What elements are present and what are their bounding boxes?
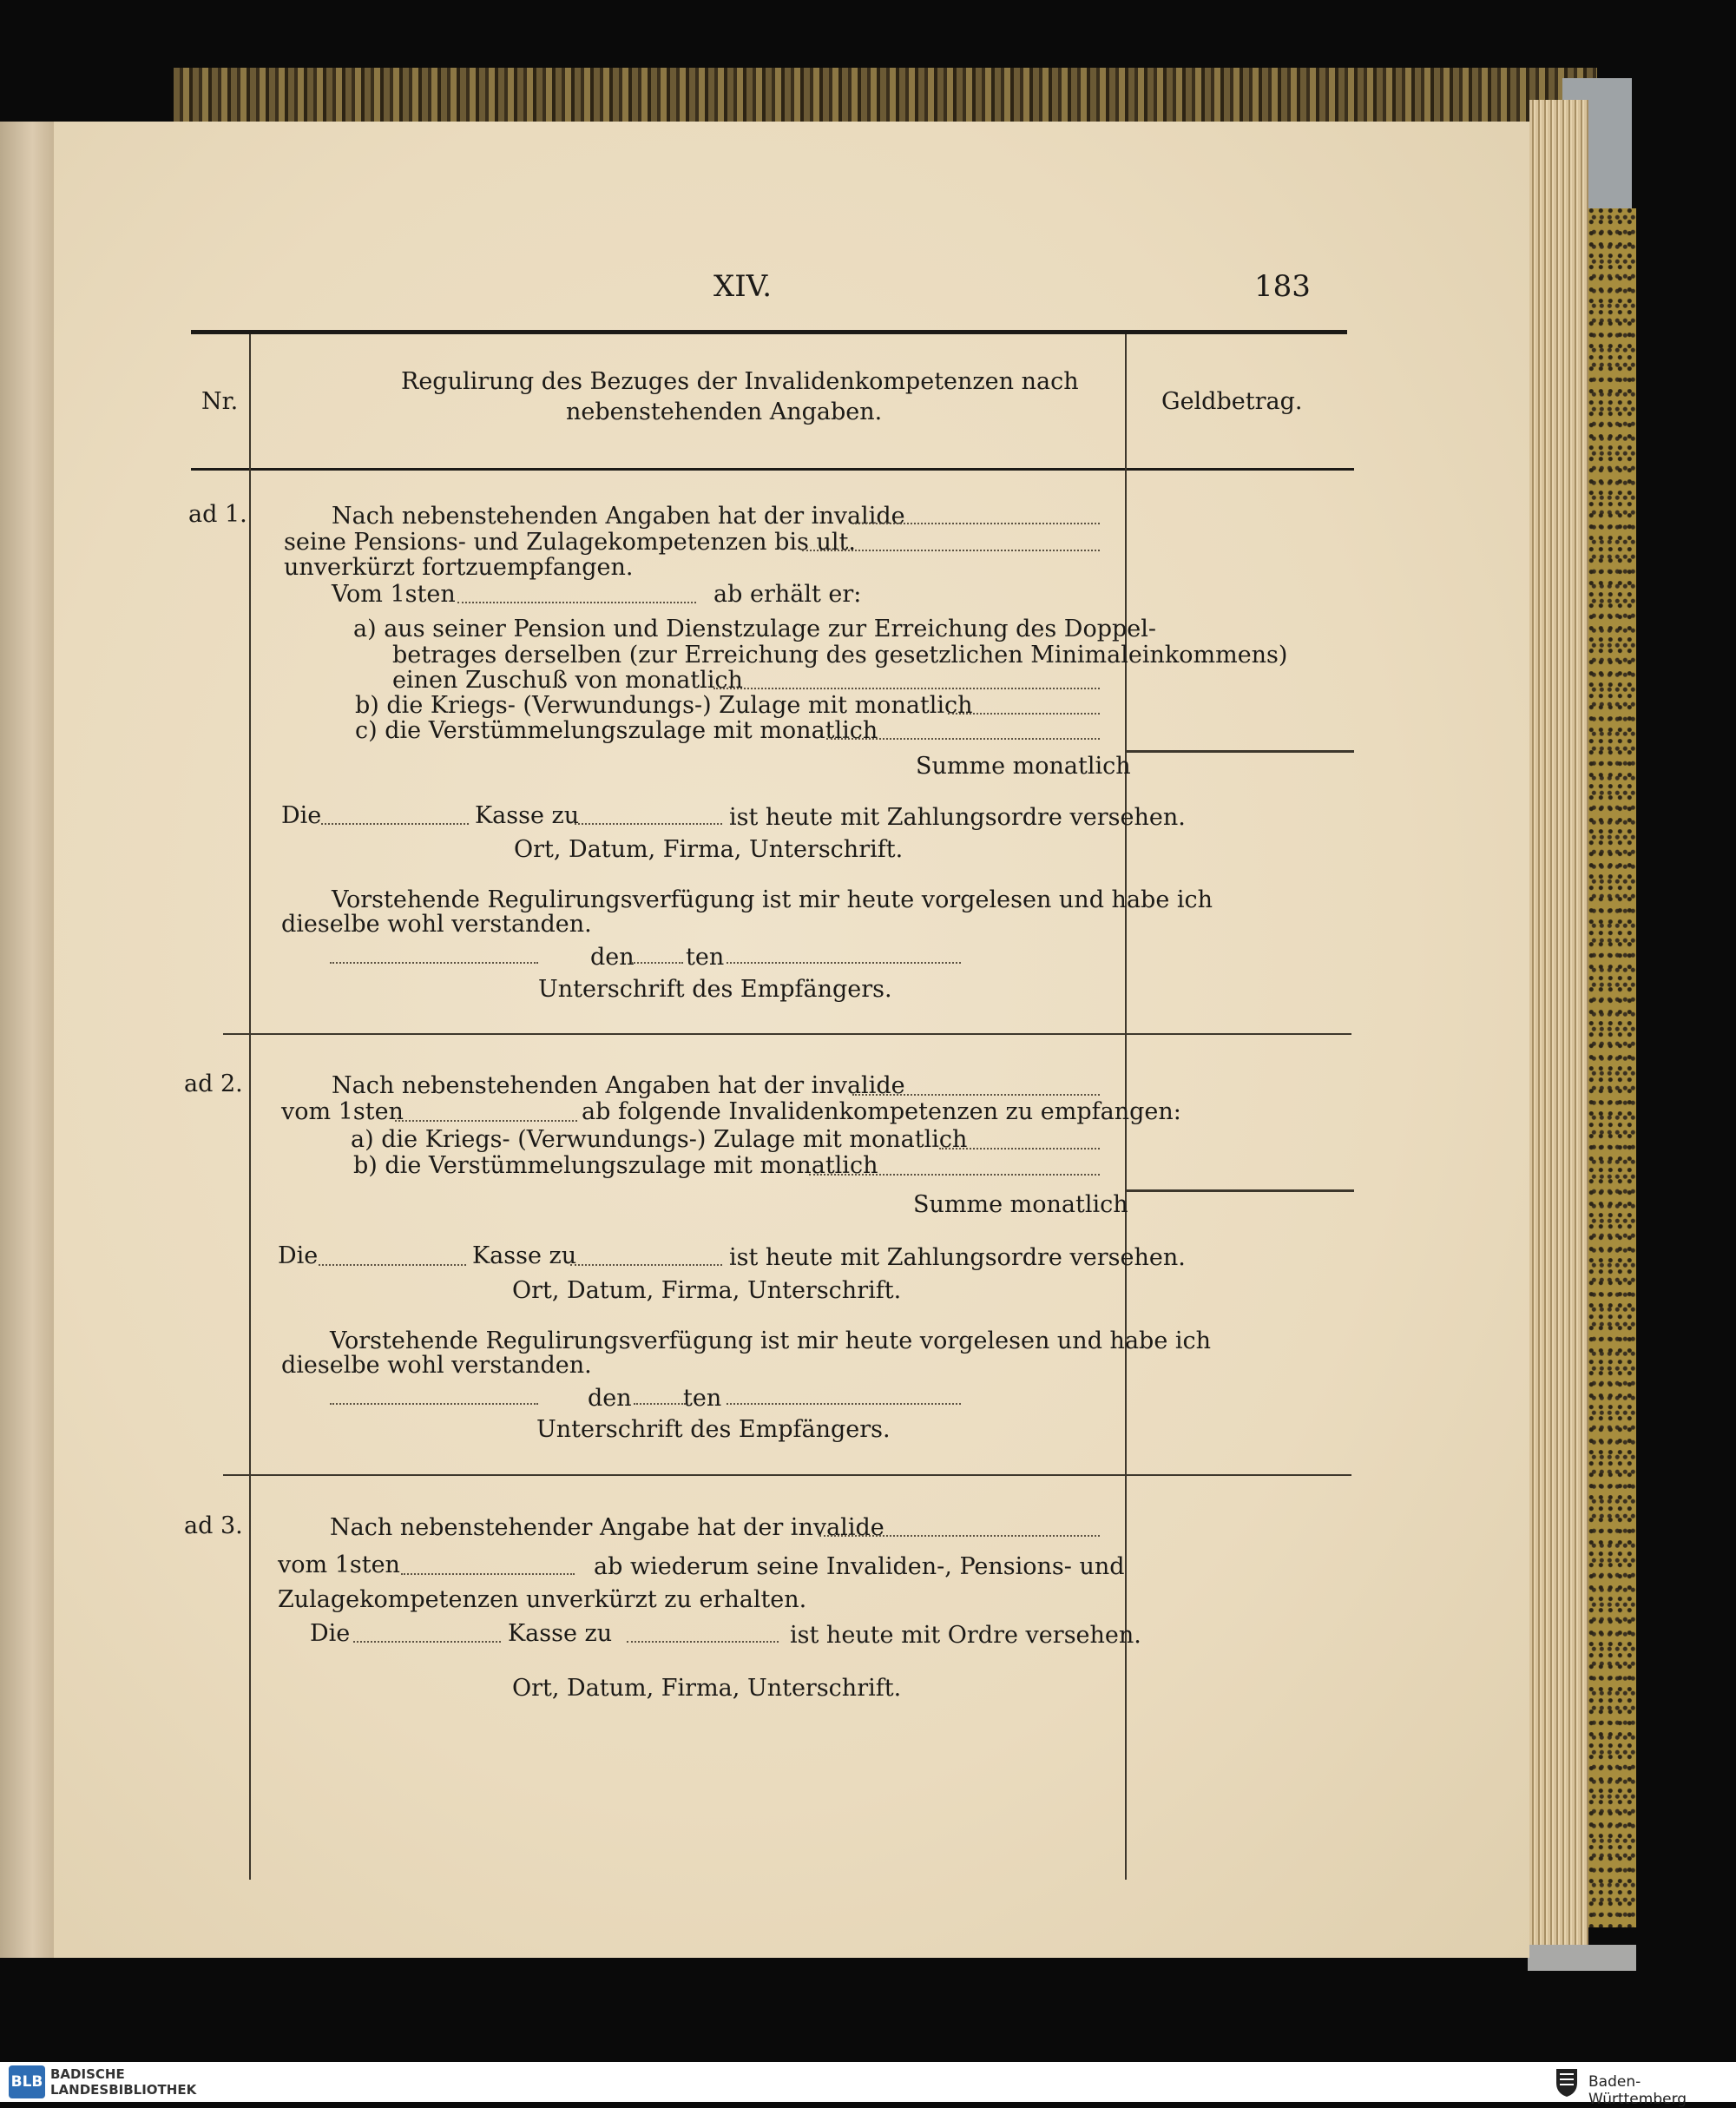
ad3-place-date: Ort, Datum, Firma, Unterschrift. (512, 1675, 902, 1702)
ad2-ten: ten (683, 1385, 722, 1412)
ad1-signature: Unterschrift des Empfängers. (538, 976, 892, 1003)
ad2-die: Die (278, 1242, 319, 1269)
column-header-amount: Geldbetrag. (1161, 388, 1303, 415)
ad1-item-a-2: betrages derselben (zur Erreichung des gesetzlichen Minimaleinkommens) (392, 642, 1288, 669)
ad1-die: Die (281, 802, 322, 829)
table-header-rule (191, 468, 1354, 471)
fill-line (713, 688, 1100, 689)
ad1-place-date: Ort, Datum, Firma, Unterschrift. (514, 836, 904, 863)
ad1-line3: unverkürzt fortzuempfangen. (284, 554, 634, 581)
fill-line (939, 1148, 1100, 1150)
ad1-item-b: b) die Kriegs- (Verwundungs-) Zulage mit monatlich (355, 692, 973, 719)
ad1-kasse: Kasse zu (475, 802, 580, 829)
ad1-den: den (590, 944, 635, 971)
section-heading: XIV. (713, 269, 773, 304)
fill-line (852, 1094, 1100, 1096)
ad2-line2: ab folgende Invalidenkompetenzen zu empfangen: (582, 1098, 1181, 1125)
ad2-place-date: Ort, Datum, Firma, Unterschrift. (512, 1277, 902, 1304)
page-number: 183 (1254, 269, 1311, 304)
ad2-den: den (588, 1385, 632, 1412)
ad2-ack-2: dieselbe wohl verstanden. (281, 1352, 592, 1379)
ad1-item-a-3: einen Zuschuß von monatlich (392, 667, 743, 694)
ad2-sum-label: Summe monatlich (913, 1191, 1128, 1218)
ad1-item-a: a) aus seiner Pension und Dienstzulage zur Erreichung des Doppel- (353, 616, 1157, 642)
sum-rule (1125, 750, 1354, 753)
ad3-line1: Nach nebenstehender Angabe hat der invalide (330, 1514, 884, 1541)
section-label-ad1: ad 1. (188, 501, 247, 528)
fill-line (330, 962, 538, 964)
ad3-line3: Zulagekompetenzen unverkürzt zu erhalten. (278, 1586, 807, 1613)
library-name-line1: BADISCHE (50, 2066, 125, 2082)
ad1-from: Vom 1sten (332, 581, 456, 608)
library-name-line2: LANDESBIBLIOTHEK (50, 2082, 197, 2098)
fill-line (634, 1403, 686, 1405)
fill-line (319, 1264, 466, 1266)
page-edges (1529, 100, 1588, 1958)
table-top-rule (191, 330, 1347, 334)
fill-line (802, 550, 1100, 551)
ad3-die: Die (310, 1620, 351, 1647)
section-label-ad3: ad 3. (184, 1512, 243, 1539)
book-top-edge (174, 68, 1597, 122)
fill-line (330, 1403, 538, 1405)
fill-line (826, 738, 1100, 740)
ad1-ack: Vorstehende Regulirungsverfügung ist mir heute vorgelesen und habe ich (332, 886, 1213, 913)
fill-line (627, 1641, 779, 1643)
fill-line (457, 602, 696, 603)
ad1-sum-label: Summe monatlich (916, 753, 1131, 780)
ad2-kasse: Kasse zu (472, 1242, 577, 1269)
ad1-item-c: c) die Verstümmelungszulage mit monatlich (355, 717, 878, 744)
fill-line (570, 1264, 722, 1266)
state-name[interactable]: Baden-Württemberg (1588, 2073, 1687, 2108)
ad2-item-b: b) die Verstümmelungszulage mit monatlich (353, 1152, 878, 1179)
ad2-order: ist heute mit Zahlungsordre versehen. (729, 1244, 1186, 1271)
fill-line (819, 1535, 1100, 1537)
fill-line (727, 962, 961, 964)
ad2-ack: Vorstehende Regulirungsverfügung ist mir heute vorgelesen und habe ich (330, 1327, 1212, 1354)
ad2-line1: Nach nebenstehenden Angaben hat der invalide (332, 1072, 905, 1099)
fill-line (321, 823, 469, 825)
section-label-ad2: ad 2. (184, 1070, 243, 1097)
column-header-nr: Nr. (201, 388, 239, 415)
ad1-line2: seine Pensions- und Zulagekompetenzen bis ult. (284, 529, 856, 556)
ad2-from: vom 1sten (281, 1098, 404, 1125)
book-page (54, 122, 1529, 1958)
fill-line (852, 523, 1100, 524)
section-divider (223, 1474, 1351, 1476)
ad1-ten: ten (686, 944, 725, 971)
left-page-edge (0, 122, 54, 1958)
column-header-regulation: Regulirung des Bezuges der Invalidenkompetenzen nach (401, 368, 1079, 395)
library-name[interactable] (50, 2066, 196, 2098)
ad1-ack-2: dieselbe wohl verstanden. (281, 911, 592, 938)
fill-line (353, 1641, 501, 1643)
column-divider-left (249, 334, 251, 1880)
fill-line (631, 962, 683, 964)
ad3-from: vom 1sten (278, 1551, 400, 1578)
ad3-line2: ab wiederum seine Invaliden-, Pensions- und (594, 1553, 1125, 1580)
book-cover-marbled (1588, 208, 1636, 1927)
fill-line (809, 1174, 1100, 1176)
column-header-regulation-2: nebenstehenden Angaben. (566, 399, 883, 425)
blb-logo[interactable]: BLB (9, 2065, 45, 2098)
book-cover-bottom (1528, 1945, 1636, 1971)
viewer-footer (0, 2062, 1736, 2102)
fill-line (575, 823, 722, 825)
ad2-item-a: a) die Kriegs- (Verwundungs-) Zulage mit monatlich (351, 1126, 968, 1153)
ad1-receives: ab erhält er: (713, 581, 862, 608)
fill-line (401, 1573, 575, 1575)
fill-line (395, 1120, 577, 1122)
ad3-order: ist heute mit Ordre versehen. (790, 1622, 1141, 1649)
ad1-order: ist heute mit Zahlungsordre versehen. (729, 804, 1186, 831)
fill-line (948, 713, 1100, 715)
section-divider (223, 1033, 1351, 1035)
ad1-line1: Nach nebenstehenden Angaben hat der invalide (332, 503, 905, 530)
sum-rule (1125, 1189, 1354, 1192)
ad3-kasse: Kasse zu (508, 1620, 613, 1647)
coat-of-arms-icon (1554, 2065, 1580, 2098)
fill-line (727, 1403, 961, 1405)
ad2-signature: Unterschrift des Empfängers. (536, 1416, 891, 1443)
